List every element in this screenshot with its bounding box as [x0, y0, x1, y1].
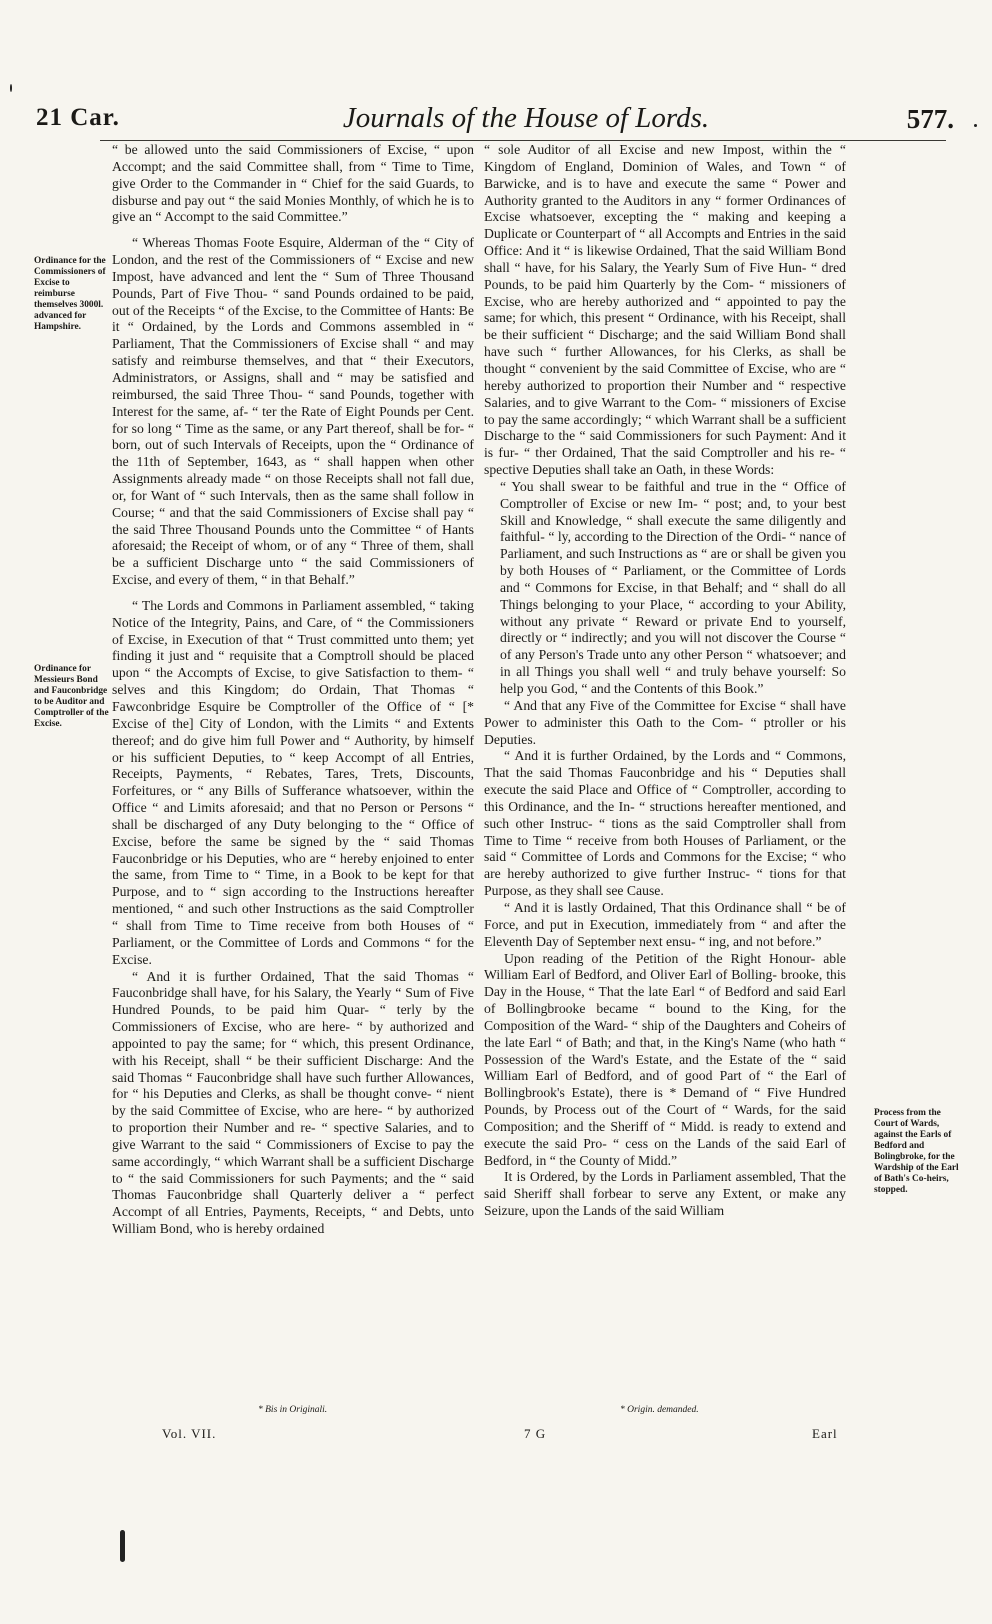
- scan-speck: [120, 1530, 125, 1562]
- right-column: [484, 142, 846, 1220]
- header-rule: [100, 140, 946, 141]
- paragraph: “ And it is further Ordained, That the said Thomas “ Fauconbridge shall have, for his Salary, the Yearly “ Sum of Five Hundred Pounds, to be paid him Quar- “ terly by the Commissioners of Excise, who are here- “ by authorized and appointed to pay the same; for “ which, this present Ordinance, with his Receipt, shall “ be their sufficient Discharge: And the said Thomas “ Fauconbridge shall have such further Allowances, for “ his Deputies and Clerks, as shall be thought conve- “ nient by the said Committee of Excise, who are here- “ by authorized to proportion their Number and re- “ spective Salaries, and to give Warrant to the said “ Commissioners of Excise to pay the same accordingly, “ which Warrant shall be a sufficient Discharge to “ the said Commissioners for such Payments; and the “ said Thomas Fauconbridge shall Quarterly deliver a “ perfect Accompt of all Entries, Payments, Receipts, “ and Debts, unto William Bond, who is hereby ordained: [112, 968, 474, 1237]
- paragraph: It is Ordered, by the Lords in Parliament assembled, That the said Sheriff shall forbear to serve any Extent, or make any Seizure, upon the Lands of the said William: [484, 1169, 846, 1219]
- margin-note-auditor: Ordinance for Messieurs Bond and Fauconbridge to be Auditor and Comptroller of the Excise.: [34, 664, 109, 729]
- paragraph: “ And it is lastly Ordained, That this Ordinance shall “ be of Force, and put in Execution, immediately from “ and after the Eleventh Day of September next ensu- “ ing, and not before.”: [484, 899, 846, 949]
- paragraph: “ And it is further Ordained, by the Lords and “ Commons, That the said Thomas Fauconbridge and his “ Deputies shall execute the said Place and Office of “ Comptroller, according to this Ordinance, and the In- “ structions hereafter mentioned, and such other Instruc- “ tions as the said Comptroller shall from Time to Time “ receive from both Houses of Parliament, or the said “ Committee of Lords and Commons for the Excise; “ who are hereby authorized to give further Instruc- “ tions for that Purpose, as they shall see Cause.: [484, 748, 846, 899]
- paragraph: “ The Lords and Commons in Parliament assembled, “ taking Notice of the Integrity, Pains, and Care, of “ the Commissioners of Excise, in Execution of that “ Trust committed unto them; yet finding it just and “ requisite that a Comptroll should be placed upon “ the Accompts of Excise, to give Satisfaction to them- “ selves and this Kingdom; do Ordain, That Thomas “ Fawconbridge Esquire be Comptroller of the Office of “ [* Excise of the] City of London, with the Limits “ and Extents thereof; and do give him full Power and “ Authority, by himself or his sufficient Deputies, to “ keep Accompt of all Entries, Receipts, Payments, “ Rebates, Tares, Trets, Discounts, Forfeitures, or “ any Bills of Sufferance whatsoever, within the Office “ and Limits aforesaid; and that no Person or Persons “ shall be discharged of any Duty belonging to the “ Office of Excise, before the same be signed by the “ said Thomas Fauconbridge or his Deputies, who are “ hereby enjoined to enter the same, from Time to “ Time, in a Book to be kept for that Purpose, and to “ sign according to the Instructions hereafter mentioned, “ and such other Instructions as the said Comptroller “ shall from Time to Time receive from both Houses of “ Parliament, or the Committee of Lords and Commons “ for the Excise.: [112, 597, 474, 967]
- scan-speck: [10, 84, 12, 92]
- left-column: [112, 142, 474, 1238]
- paragraph: “ be allowed unto the said Commissioners of Excise, “ upon Accompt; and the said Committee shall, from “ Time to Time, give Order to the Commander in “ Chief for the said Guards, to disburse and pay out “ the said Monies Monthly, of which he is to give an “ Accompt to the said Committee.”: [112, 142, 474, 225]
- footnote-right: * Origin. demanded.: [620, 1405, 699, 1415]
- paragraph: “ sole Auditor of all Excise and new Impost, within the “ Kingdom of England, Dominion of Wales, and Town “ of Barwicke, and is to have and execute the same “ Power and Authority granted to the Auditors in any “ former Ordinances of Excise whatsoever, excepting the “ making and keeping a Duplicate or Counterpart of “ all Accompts and Entries in the said Office: And it “ is likewise Ordained, That the said William Bond shall “ have, for his Salary, the Yearly Sum of Five Hun- “ dred Pounds, to be paid him Quarterly by the Com- “ missioners of Excise, who are hereby authorized and “ appointed to pay the same; for which, this present “ Ordinance, with his Receipt, shall be their sufficient “ Discharge; and the said William Bond shall have such “ further Allowances, for his Clerks, as shall be thought “ convenient by the said Committee of Excise, who are “ hereby authorized to proportion their Number and “ respective Salaries, and to give Warrant to the Com- “ missioners of Excise to pay the same accordingly; “ which Warrant shall be a sufficient Discharge to the “ said Commissioners for such Payment: And it is fur- “ ther Ordained, That the said Comptroller and his re- “ spective Deputies shall take an Oath, in these Words:: [484, 142, 846, 478]
- page-header: [36, 104, 964, 140]
- volume-label: Vol. VII.: [162, 1426, 217, 1441]
- signature-mark: 7 G: [524, 1426, 547, 1441]
- margin-note-reimburse: Ordinance for the Commissioners of Excise to reimburse themselves 3000l. advanced for Hampshire.: [34, 256, 106, 332]
- footnote-left: * Bis in Originali.: [258, 1405, 328, 1415]
- paragraph: Upon reading of the Petition of the Right Honour- able William Earl of Bedford, and Oliver Earl of Bolling- brooke, this Day in the House, “ That the late Earl “ of Bedford and said Earl of Bollingbrooke became “ bound to the King, for the Composition of the Ward- “ ship of the Daughters and Coheirs of the late Earl “ of Bath; and that, in the King's Name (who hath “ Possession of the Ward's Estate, and the Estate of the “ said William Earl of Bedford, and of good Part of “ the Earl of Bollingbrook's Estate), there is * Demand of “ Five Hundred Pounds, by Process out of the Court of “ Wards, for the said Composition; and the Sheriff of “ Midd. is ready to extend and execute the said Pro- “ cess on the Lands of the said Earl of Bedford, in “ the County of Midd.”: [484, 950, 846, 1168]
- running-head-left: 21 Car.: [36, 104, 120, 131]
- margin-note-process: Process from the Court of Wards, against the Earls of Bedford and Bolingbroke, for the Wardship of the Earl of Bath's Co-heirs, stopped.: [874, 1108, 959, 1195]
- paragraph: “ And that any Five of the Committee for Excise “ shall have Power to administer this Oath to the Com- “ ptroller or his Deputies.: [484, 697, 846, 747]
- catchword: Earl: [812, 1426, 838, 1441]
- scan-speck: [974, 124, 977, 127]
- running-head-title: Journals of the House of Lords.: [342, 102, 710, 134]
- page-number: 577.: [906, 104, 954, 134]
- paragraph: “ Whereas Thomas Foote Esquire, Alderman of the “ City of London, and the rest of the Commissioners of “ Excise and new Impost, have advanced and lent the “ Sum of Three Thousand Pounds, Part of Five Thou- “ sand Pounds ordained to be paid, out of the Receipts “ of the Excise, to the Committee of Hants: Be it “ Ordained, by the Lords and Commons assembled in “ Parliament, That the Commissioners of Excise shall “ and may satisfy and reimburse themselves, and that “ their Executors, Administrators, or Assigns, shall and “ may be satisfied and reimbursed, the said Three Thou- “ sand Pounds, together with Interest for the same, af- “ ter the Rate of Eight Pounds per Cent. for so long “ Time as the same, or any Part thereof, shall be for- “ born, out of such Intervals of Receipts, upon the “ Ordinance of the 11th of September, 1643, as “ shall happen when other Assignments already made “ on those Receipts shall not fall due, or, for Want of “ such Intervals, then as the same shall follow in Course; “ and that the said Commissioners of Excise shall pay “ the said Three Thousand Pounds unto the Committee “ of Hants aforesaid; the Receipt of whom, or of any “ Three of them, shall be a sufficient Discharge unto “ the said Commissioners of Excise, and every of them, “ in that Behalf.”: [112, 235, 474, 588]
- oath-paragraph: “ You shall swear to be faithful and true in the “ Office of Comptroller of Excise or new Im- “ post; and, to your best Skill and Knowledge, “ shall execute the same diligently and faithful- “ ly, according to the Direction of the Ordi- “ nance of Parliament, and such Instructions as “ are or shall be given you by both Houses of “ Parliament, or the Committee of Lords and “ Commons for Excise, in that Behalf; and “ shall do all Things belonging to your Place, “ according to your Ability, without any private “ Reward or private End to yourself, directly or “ indirectly; and you will not discover the Course “ of any Person's Trade unto any other Person “ whatsoever; and in all Things you shall well “ and truly behave yourself: So help you God, “ and the Contents of this Book.”: [500, 478, 846, 696]
